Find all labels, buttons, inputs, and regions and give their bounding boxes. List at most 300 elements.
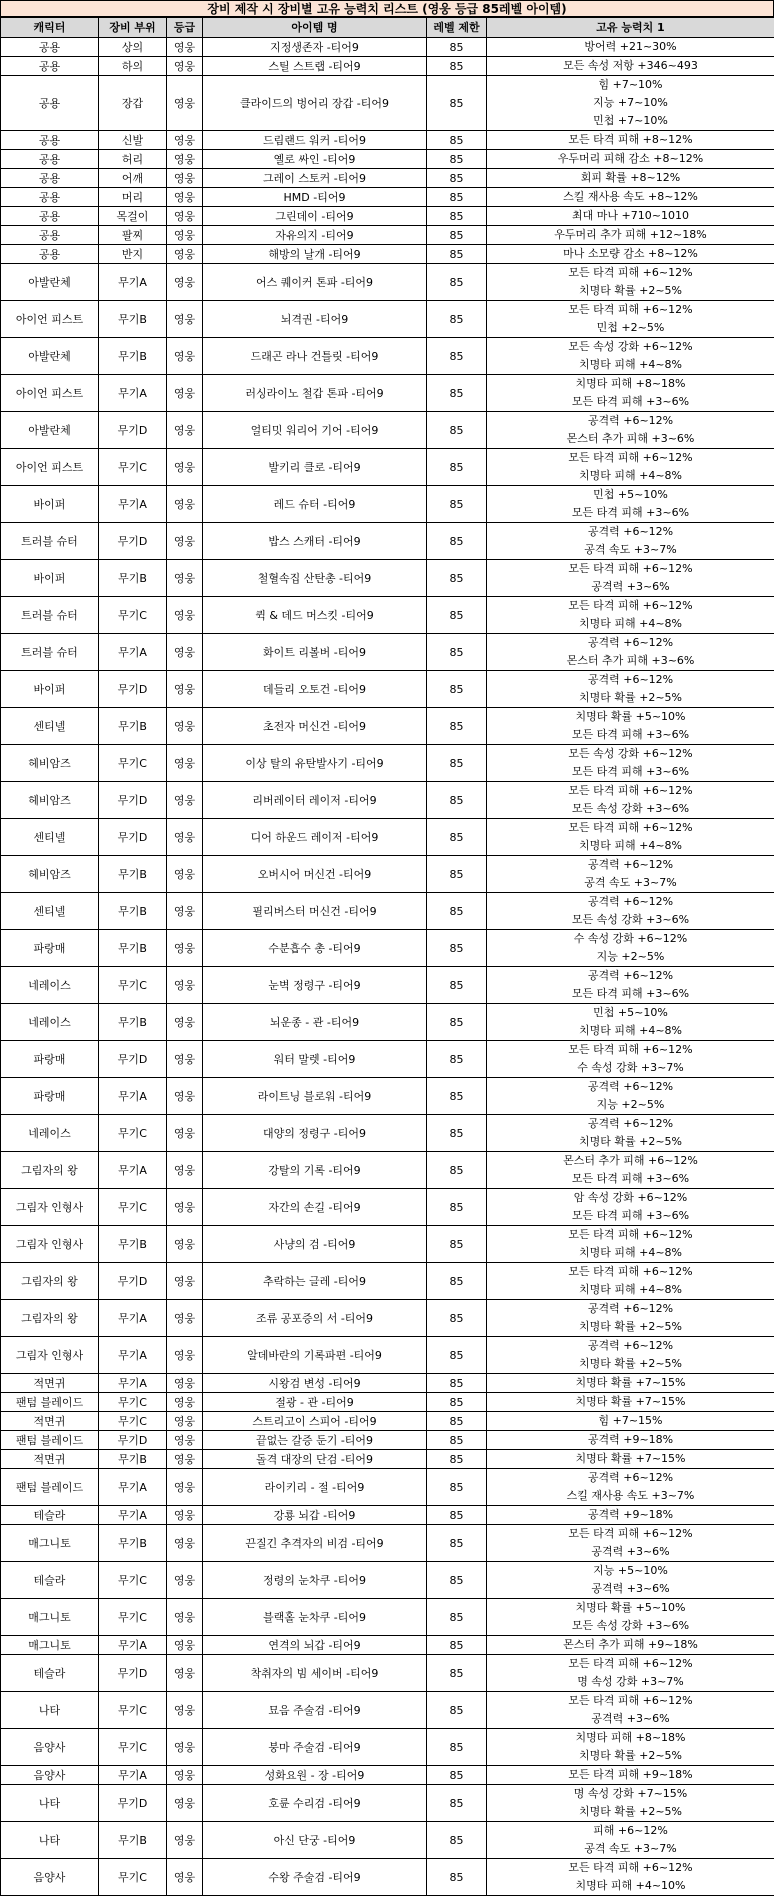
cell-level-limit: 85 (427, 1263, 487, 1300)
cell-level-limit: 85 (427, 1655, 487, 1692)
cell-item-name: 디어 하운드 레이저 -티어9 (203, 819, 427, 856)
cell-slot: 무기C (99, 745, 167, 782)
cell-abilities (487, 188, 774, 207)
ability-line: 모든 타격 피해 +9~18% (487, 1766, 774, 1784)
cell-abilities (487, 150, 774, 169)
ability-line: 치명타 확률 +7~15% (487, 1450, 774, 1468)
table-row (1, 38, 774, 57)
cell-character: 팬텀 블레이드 (1, 1393, 99, 1412)
cell-grade: 영웅 (167, 1078, 203, 1115)
cell-abilities (487, 38, 774, 57)
cell-abilities (487, 1337, 774, 1374)
table-row (1, 856, 774, 893)
cell-character: 그림자 인형사 (1, 1226, 99, 1263)
ability-line: 모든 속성 강화 +6~12% (487, 745, 774, 763)
ability-line: 몬스터 추가 피해 +9~18% (487, 1636, 774, 1654)
cell-item-name: 눈벽 정령구 -티어9 (203, 967, 427, 1004)
ability-line: 치명타 피해 +4~8% (487, 837, 774, 855)
cell-abilities (487, 1393, 774, 1412)
cell-grade: 영웅 (167, 1431, 203, 1450)
cell-slot: 무기B (99, 560, 167, 597)
cell-slot: 무기C (99, 1412, 167, 1431)
ability-line: 모든 타격 피해 +3~6% (487, 393, 774, 411)
cell-slot: 무기B (99, 856, 167, 893)
cell-item-name: 성화요원 - 장 -티어9 (203, 1766, 427, 1785)
cell-character: 헤비암즈 (1, 782, 99, 819)
cell-level-limit: 85 (427, 967, 487, 1004)
ability-line: 공격력 +6~12% (487, 893, 774, 911)
table-row (1, 634, 774, 671)
cell-grade: 영웅 (167, 597, 203, 634)
cell-abilities (487, 597, 774, 634)
cell-item-name: 밥스 스캐터 -티어9 (203, 523, 427, 560)
table-row (1, 1412, 774, 1431)
cell-slot: 무기A (99, 1469, 167, 1506)
cell-level-limit: 85 (427, 560, 487, 597)
ability-line: 회피 확률 +8~12% (487, 169, 774, 187)
cell-level-limit: 85 (427, 1337, 487, 1374)
cell-abilities (487, 856, 774, 893)
cell-grade: 영웅 (167, 671, 203, 708)
ability-line: 민첩 +5~10% (487, 486, 774, 504)
ability-line: 민첩 +7~10% (487, 112, 774, 130)
ability-line: 암 속성 강화 +6~12% (487, 1189, 774, 1207)
cell-grade: 영웅 (167, 131, 203, 150)
cell-grade: 영웅 (167, 57, 203, 76)
cell-character: 아발란체 (1, 264, 99, 301)
ability-line: 모든 타격 피해 +6~12% (487, 1226, 774, 1244)
cell-character: 네레이스 (1, 1004, 99, 1041)
cell-slot: 허리 (99, 150, 167, 169)
ability-line: 모든 타격 피해 +3~6% (487, 763, 774, 781)
cell-abilities (487, 1189, 774, 1226)
cell-slot: 무기B (99, 1525, 167, 1562)
ability-line: 공격 속도 +3~7% (487, 541, 774, 559)
ability-line: 치명타 피해 +4~8% (487, 1281, 774, 1299)
table-row (1, 57, 774, 76)
cell-grade: 영웅 (167, 1226, 203, 1263)
table-row (1, 1263, 774, 1300)
cell-abilities (487, 301, 774, 338)
table-row (1, 449, 774, 486)
cell-grade: 영웅 (167, 1412, 203, 1431)
cell-abilities (487, 1525, 774, 1562)
ability-line: 치명타 확률 +7~15% (487, 1393, 774, 1411)
cell-character: 아발란체 (1, 338, 99, 375)
cell-abilities (487, 131, 774, 150)
cell-grade: 영웅 (167, 412, 203, 449)
cell-slot: 무기A (99, 634, 167, 671)
cell-abilities (487, 207, 774, 226)
cell-character: 테슬라 (1, 1562, 99, 1599)
cell-slot: 어깨 (99, 169, 167, 188)
cell-character: 아발란체 (1, 412, 99, 449)
cell-slot: 무기B (99, 893, 167, 930)
table-row (1, 226, 774, 245)
cell-item-name: 지정생존자 -티어9 (203, 38, 427, 57)
table-row (1, 1599, 774, 1636)
ability-line: 명 속성 강화 +7~15% (487, 1785, 774, 1803)
cell-slot: 무기A (99, 1374, 167, 1393)
ability-line: 공격 속도 +3~7% (487, 1840, 774, 1858)
table-row (1, 893, 774, 930)
cell-character: 공용 (1, 207, 99, 226)
cell-character: 매그니토 (1, 1636, 99, 1655)
cell-character: 공용 (1, 150, 99, 169)
cell-slot: 무기D (99, 1655, 167, 1692)
ability-line: 모든 타격 피해 +6~12% (487, 301, 774, 319)
cell-abilities (487, 449, 774, 486)
cell-abilities (487, 245, 774, 264)
ability-line: 모든 타격 피해 +6~12% (487, 819, 774, 837)
cell-slot: 무기B (99, 338, 167, 375)
ability-line: 공격력 +6~12% (487, 1469, 774, 1487)
ability-line: 치명타 피해 +4~8% (487, 615, 774, 633)
cell-character: 팬텀 블레이드 (1, 1469, 99, 1506)
ability-line: 공격력 +9~18% (487, 1506, 774, 1524)
cell-item-name: 시왕검 변성 -티어9 (203, 1374, 427, 1393)
cell-item-name: 라이키리 - 절 -티어9 (203, 1469, 427, 1506)
cell-character: 공용 (1, 226, 99, 245)
cell-character: 테슬라 (1, 1506, 99, 1525)
ability-line: 모든 타격 피해 +3~6% (487, 726, 774, 744)
cell-character: 아이언 피스트 (1, 449, 99, 486)
table-row (1, 1766, 774, 1785)
cell-abilities (487, 1431, 774, 1450)
cell-item-name: 클라이드의 벙어리 장갑 -티어9 (203, 76, 427, 131)
cell-grade: 영웅 (167, 782, 203, 819)
ability-line: 지능 +2~5% (487, 1096, 774, 1114)
ability-line: 모든 타격 피해 +6~12% (487, 1692, 774, 1710)
ability-line: 치명타 확률 +2~5% (487, 1803, 774, 1821)
table-row (1, 150, 774, 169)
cell-abilities (487, 338, 774, 375)
cell-level-limit: 85 (427, 856, 487, 893)
cell-character: 공용 (1, 188, 99, 207)
cell-abilities (487, 893, 774, 930)
cell-item-name: 발키리 클로 -티어9 (203, 449, 427, 486)
cell-grade: 영웅 (167, 1469, 203, 1506)
cell-grade: 영웅 (167, 930, 203, 967)
cell-grade: 영웅 (167, 1599, 203, 1636)
cell-level-limit: 85 (427, 301, 487, 338)
header-item-name: 아이템 명 (203, 18, 427, 38)
cell-item-name: 블랙홀 눈차쿠 -티어9 (203, 1599, 427, 1636)
header-level-limit: 레벨 제한 (427, 18, 487, 38)
cell-grade: 영웅 (167, 1506, 203, 1525)
cell-level-limit: 85 (427, 523, 487, 560)
cell-grade: 영웅 (167, 745, 203, 782)
cell-character: 네레이스 (1, 1115, 99, 1152)
ability-line: 힘 +7~10% (487, 76, 774, 94)
cell-character: 트러블 슈터 (1, 597, 99, 634)
cell-abilities (487, 1766, 774, 1785)
cell-abilities (487, 1263, 774, 1300)
table-row (1, 1562, 774, 1599)
cell-item-name: 스틸 스트랩 -티어9 (203, 57, 427, 76)
cell-item-name: 수분흡수 총 -티어9 (203, 930, 427, 967)
cell-abilities (487, 523, 774, 560)
cell-item-name: 추락하는 글레 -티어9 (203, 1263, 427, 1300)
cell-character: 매그니토 (1, 1599, 99, 1636)
cell-slot: 무기B (99, 1004, 167, 1041)
cell-grade: 영웅 (167, 245, 203, 264)
cell-slot: 무기A (99, 1300, 167, 1337)
cell-character: 테슬라 (1, 1655, 99, 1692)
cell-slot: 무기C (99, 597, 167, 634)
cell-slot: 무기C (99, 1562, 167, 1599)
cell-item-name: 드림랜드 워커 -티어9 (203, 131, 427, 150)
ability-line: 명 속성 강화 +3~7% (487, 1673, 774, 1691)
cell-item-name: 얼티밋 워리어 기어 -티어9 (203, 412, 427, 449)
cell-grade: 영웅 (167, 708, 203, 745)
cell-level-limit: 85 (427, 1785, 487, 1822)
cell-abilities (487, 782, 774, 819)
cell-grade: 영웅 (167, 819, 203, 856)
cell-item-name: HMD -티어9 (203, 188, 427, 207)
ability-line: 모든 타격 피해 +6~12% (487, 264, 774, 282)
cell-slot: 무기A (99, 375, 167, 412)
table-row (1, 745, 774, 782)
cell-slot: 무기A (99, 1636, 167, 1655)
table-row (1, 412, 774, 449)
ability-line: 우두머리 피해 감소 +8~12% (487, 150, 774, 168)
ability-line: 모든 속성 강화 +3~6% (487, 1617, 774, 1635)
cell-level-limit: 85 (427, 708, 487, 745)
cell-grade: 영웅 (167, 264, 203, 301)
cell-character: 그림자 인형사 (1, 1189, 99, 1226)
cell-abilities (487, 745, 774, 782)
cell-item-name: 뇌격권 -티어9 (203, 301, 427, 338)
cell-character: 매그니토 (1, 1525, 99, 1562)
cell-item-name: 자유의지 -티어9 (203, 226, 427, 245)
cell-item-name: 끈질긴 추격자의 비검 -티어9 (203, 1525, 427, 1562)
table-row (1, 338, 774, 375)
ability-line: 치명타 확률 +5~10% (487, 1599, 774, 1617)
table-row (1, 1004, 774, 1041)
cell-item-name: 퀵 & 데드 머스킷 -티어9 (203, 597, 427, 634)
ability-line: 치명타 피해 +8~18% (487, 375, 774, 393)
cell-grade: 영웅 (167, 486, 203, 523)
ability-line: 모든 속성 강화 +3~6% (487, 911, 774, 929)
cell-level-limit: 85 (427, 338, 487, 375)
ability-line: 치명타 피해 +8~18% (487, 1729, 774, 1747)
table-row (1, 708, 774, 745)
cell-grade: 영웅 (167, 1822, 203, 1859)
cell-item-name: 돌격 대장의 단검 -티어9 (203, 1450, 427, 1469)
cell-abilities (487, 1655, 774, 1692)
cell-slot: 무기B (99, 1226, 167, 1263)
cell-level-limit: 85 (427, 412, 487, 449)
cell-character: 공용 (1, 57, 99, 76)
cell-slot: 팔찌 (99, 226, 167, 245)
cell-level-limit: 85 (427, 1004, 487, 1041)
cell-slot: 하의 (99, 57, 167, 76)
cell-level-limit: 85 (427, 57, 487, 76)
table-row (1, 1041, 774, 1078)
cell-character: 트러블 슈터 (1, 634, 99, 671)
cell-character: 바이퍼 (1, 486, 99, 523)
cell-slot: 무기B (99, 930, 167, 967)
cell-abilities (487, 1692, 774, 1729)
table-row (1, 76, 774, 131)
ability-line: 치명타 확률 +7~15% (487, 1374, 774, 1392)
table-row (1, 1655, 774, 1692)
table-row (1, 1822, 774, 1859)
cell-grade: 영웅 (167, 523, 203, 560)
cell-character: 나타 (1, 1822, 99, 1859)
ability-line: 공격력 +6~12% (487, 967, 774, 985)
cell-level-limit: 85 (427, 1636, 487, 1655)
cell-slot: 무기C (99, 1189, 167, 1226)
cell-slot: 무기D (99, 819, 167, 856)
cell-item-name: 라이트닝 블로워 -티어9 (203, 1078, 427, 1115)
cell-item-name: 어스 퀘이커 톤파 -티어9 (203, 264, 427, 301)
cell-grade: 영웅 (167, 375, 203, 412)
ability-line: 모든 타격 피해 +6~12% (487, 1655, 774, 1673)
cell-level-limit: 85 (427, 245, 487, 264)
cell-grade: 영웅 (167, 634, 203, 671)
cell-slot: 신발 (99, 131, 167, 150)
cell-level-limit: 85 (427, 819, 487, 856)
cell-slot: 무기B (99, 301, 167, 338)
cell-item-name: 대양의 정령구 -티어9 (203, 1115, 427, 1152)
cell-level-limit: 85 (427, 38, 487, 57)
cell-character: 음양사 (1, 1729, 99, 1766)
header-row (1, 18, 774, 38)
cell-abilities (487, 1374, 774, 1393)
cell-item-name: 오버시어 머신건 -티어9 (203, 856, 427, 893)
cell-level-limit: 85 (427, 1152, 487, 1189)
cell-item-name: 호륜 수리검 -티어9 (203, 1785, 427, 1822)
header-character: 캐릭터 (1, 18, 99, 38)
cell-grade: 영웅 (167, 1004, 203, 1041)
cell-abilities (487, 708, 774, 745)
cell-abilities (487, 671, 774, 708)
cell-level-limit: 85 (427, 1412, 487, 1431)
cell-slot: 무기D (99, 1785, 167, 1822)
cell-level-limit: 85 (427, 131, 487, 150)
ability-line: 치명타 확률 +2~5% (487, 282, 774, 300)
cell-level-limit: 85 (427, 226, 487, 245)
table-row (1, 1078, 774, 1115)
cell-level-limit: 85 (427, 671, 487, 708)
cell-grade: 영웅 (167, 1152, 203, 1189)
cell-slot: 무기C (99, 967, 167, 1004)
cell-character: 공용 (1, 131, 99, 150)
cell-grade: 영웅 (167, 1562, 203, 1599)
cell-abilities (487, 1152, 774, 1189)
cell-grade: 영웅 (167, 1300, 203, 1337)
cell-abilities (487, 57, 774, 76)
cell-slot: 무기D (99, 1431, 167, 1450)
table-row (1, 1115, 774, 1152)
table-row (1, 1506, 774, 1525)
cell-grade: 영웅 (167, 1115, 203, 1152)
cell-item-name: 그린데이 -티어9 (203, 207, 427, 226)
ability-line: 방어력 +21~30% (487, 38, 774, 56)
cell-level-limit: 85 (427, 375, 487, 412)
cell-abilities (487, 1226, 774, 1263)
cell-grade: 영웅 (167, 1655, 203, 1692)
cell-grade: 영웅 (167, 1766, 203, 1785)
ability-line: 모든 타격 피해 +6~12% (487, 597, 774, 615)
ability-line: 스킬 재사용 속도 +3~7% (487, 1487, 774, 1505)
cell-level-limit: 85 (427, 1374, 487, 1393)
ability-line: 공격력 +3~6% (487, 578, 774, 596)
header-grade: 등급 (167, 18, 203, 38)
cell-abilities (487, 1041, 774, 1078)
cell-item-name: 필리버스터 머신건 -티어9 (203, 893, 427, 930)
cell-item-name: 스트리고이 스피어 -티어9 (203, 1412, 427, 1431)
ability-line: 몬스터 추가 피해 +6~12% (487, 1152, 774, 1170)
cell-character: 아이언 피스트 (1, 301, 99, 338)
cell-level-limit: 85 (427, 207, 487, 226)
ability-line: 치명타 피해 +4~10% (487, 1877, 774, 1895)
cell-abilities (487, 375, 774, 412)
cell-abilities (487, 412, 774, 449)
table-row (1, 560, 774, 597)
ability-line: 공격력 +3~6% (487, 1710, 774, 1728)
cell-grade: 영웅 (167, 169, 203, 188)
header-ability: 고유 능력치 1 (487, 18, 774, 38)
ability-line: 공격력 +6~12% (487, 1337, 774, 1355)
table-row (1, 1226, 774, 1263)
table-row (1, 1692, 774, 1729)
ability-line: 모든 타격 피해 +6~12% (487, 1525, 774, 1543)
cell-grade: 영웅 (167, 38, 203, 57)
cell-item-name: 데들리 오토건 -티어9 (203, 671, 427, 708)
table-row (1, 1431, 774, 1450)
ability-line: 모든 타격 피해 +3~6% (487, 985, 774, 1003)
table-row (1, 930, 774, 967)
ability-line: 모든 속성 강화 +3~6% (487, 800, 774, 818)
cell-level-limit: 85 (427, 1300, 487, 1337)
cell-slot: 무기D (99, 782, 167, 819)
cell-slot: 무기A (99, 1766, 167, 1785)
cell-item-name: 해방의 날개 -티어9 (203, 245, 427, 264)
sheet-title: 장비 제작 시 장비별 고유 능력치 리스트 (영웅 등급 85레벨 아이템) (0, 0, 774, 17)
cell-grade: 영웅 (167, 150, 203, 169)
cell-grade: 영웅 (167, 856, 203, 893)
cell-abilities (487, 1729, 774, 1766)
cell-slot: 무기C (99, 1599, 167, 1636)
cell-item-name: 수왕 주술검 -티어9 (203, 1859, 427, 1896)
cell-abilities (487, 169, 774, 188)
cell-grade: 영웅 (167, 1729, 203, 1766)
cell-abilities (487, 1300, 774, 1337)
table-row (1, 1300, 774, 1337)
cell-item-name: 초전자 머신건 -티어9 (203, 708, 427, 745)
cell-slot: 무기A (99, 264, 167, 301)
cell-slot: 무기C (99, 1115, 167, 1152)
cell-level-limit: 85 (427, 1469, 487, 1506)
cell-character: 적면귀 (1, 1412, 99, 1431)
cell-slot: 무기D (99, 1041, 167, 1078)
ability-line: 치명타 확률 +2~5% (487, 1133, 774, 1151)
ability-line: 모든 타격 피해 +6~12% (487, 1263, 774, 1281)
cell-slot: 무기D (99, 671, 167, 708)
cell-character: 센티넬 (1, 893, 99, 930)
ability-line: 모든 타격 피해 +6~12% (487, 1859, 774, 1877)
cell-slot: 장갑 (99, 76, 167, 131)
ability-line: 민첩 +5~10% (487, 1004, 774, 1022)
ability-line: 지능 +7~10% (487, 94, 774, 112)
cell-slot: 반지 (99, 245, 167, 264)
cell-level-limit: 85 (427, 1822, 487, 1859)
ability-line: 공격력 +6~12% (487, 523, 774, 541)
cell-item-name: 뇌운종 - 관 -티어9 (203, 1004, 427, 1041)
